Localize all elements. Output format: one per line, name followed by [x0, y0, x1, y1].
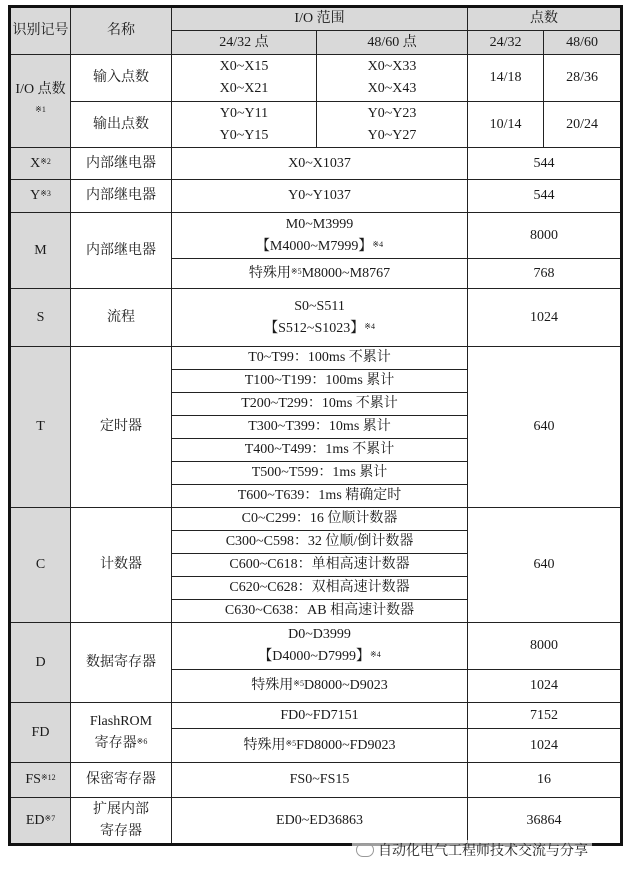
table-row	[10, 180, 622, 213]
c-range: C600~C618：单相高速计数器	[172, 554, 468, 577]
table-row	[10, 798, 622, 845]
header-io-24: 24/32 点	[172, 31, 317, 55]
header-name: 名称	[71, 7, 172, 55]
c-range: C630~C638：AB 相高速计数器	[172, 600, 468, 623]
m-range: M0~M3999 【M4000~M7999】$^{※4}$	[172, 213, 468, 259]
d-special-range: 特殊用$^{※5}$D8000~D9023	[172, 670, 468, 703]
io-output-p48: 20/24	[544, 102, 622, 148]
y-id: $Y^{※3}$	[10, 180, 71, 213]
io-input-name: 输入点数	[71, 55, 172, 102]
io-output-p24: 10/14	[468, 102, 544, 148]
ed-name: 扩展内部 寄存器	[71, 798, 172, 845]
m-id: M	[10, 213, 71, 289]
watermark	[352, 840, 592, 860]
d-name: 数据寄存器	[71, 623, 172, 703]
c-name: 计数器	[71, 508, 172, 623]
device-table	[8, 5, 623, 846]
t-id: T	[10, 347, 71, 508]
t-range: T0~T99：100ms 不累计	[172, 347, 468, 370]
fs-points: 16	[468, 763, 622, 798]
table-row	[10, 55, 622, 102]
m-special-points: 768	[468, 259, 622, 289]
header-id: 识别记号	[10, 7, 71, 55]
x-name: 内部继电器	[71, 148, 172, 180]
fs-name: 保密寄存器	[71, 763, 172, 798]
table-row	[10, 102, 622, 148]
fd-id: FD	[10, 703, 71, 763]
table-row	[10, 148, 622, 180]
watermark-text: 自动化电气工程师技术交流与分享	[378, 843, 588, 859]
io-input-p48: 28/36	[544, 55, 622, 102]
table-row	[10, 289, 622, 347]
table-row	[10, 703, 622, 729]
d-range: D0~D3999 【D4000~D7999】$^{※4}$	[172, 623, 468, 670]
t-name: 定时器	[71, 347, 172, 508]
header-io-range: I/O 范围	[172, 7, 468, 31]
table-row	[10, 213, 622, 259]
io-output-name: 输出点数	[71, 102, 172, 148]
t-range: T400~T499：1ms 不累计	[172, 439, 468, 462]
wechat-icon	[356, 843, 374, 857]
fs-range: FS0~FS15	[172, 763, 468, 798]
ed-id: ED$^{※7}$	[10, 798, 71, 845]
s-name: 流程	[71, 289, 172, 347]
io-output-r24: Y0~Y11 Y0~Y15	[172, 102, 317, 148]
y-range: Y0~Y1037	[172, 180, 468, 213]
m-special-range: 特殊用$^{※5}$M8000~M8767	[172, 259, 468, 289]
d-points: 8000	[468, 623, 622, 670]
fd-points: 7152	[468, 703, 622, 729]
fd-range: FD0~FD7151	[172, 703, 468, 729]
fd-name: FlashROM 寄存器$^{※6}$	[71, 703, 172, 763]
c-id: C	[10, 508, 71, 623]
x-id: $X^{※2}$	[10, 148, 71, 180]
c-range: C300~C598：32 位顺/倒计数器	[172, 531, 468, 554]
y-points: 544	[468, 180, 622, 213]
s-points: 1024	[468, 289, 622, 347]
io-input-r24: X0~X15 X0~X21	[172, 55, 317, 102]
ed-range: ED0~ED36863	[172, 798, 468, 845]
io-id: I/O 点数 $^{※1}$	[10, 55, 71, 148]
s-range: S0~S511 【S512~S1023】$^{※4}$	[172, 289, 468, 347]
m-name: 内部继电器	[71, 213, 172, 289]
m-points: 8000	[468, 213, 622, 259]
header-io-48: 48/60 点	[317, 31, 468, 55]
c-range: C620~C628：双相高速计数器	[172, 577, 468, 600]
x-points: 544	[468, 148, 622, 180]
table-row	[10, 623, 622, 670]
t-range: T200~T299：10ms 不累计	[172, 393, 468, 416]
fd-special-points: 1024	[468, 729, 622, 763]
c-points: 640	[468, 508, 622, 623]
io-output-r48: Y0~Y23 Y0~Y27	[317, 102, 468, 148]
t-range: T600~T639：1ms 精确定时	[172, 485, 468, 508]
fs-id: FS$^{※12}$	[10, 763, 71, 798]
t-range: T100~T199：100ms 累计	[172, 370, 468, 393]
fd-special-range: 特殊用$^{※5}$FD8000~FD9023	[172, 729, 468, 763]
io-input-r48: X0~X33 X0~X43	[317, 55, 468, 102]
c-range: C0~C299：16 位顺计数器	[172, 508, 468, 531]
t-range: T500~T599：1ms 累计	[172, 462, 468, 485]
io-input-p24: 14/18	[468, 55, 544, 102]
x-range: X0~X1037	[172, 148, 468, 180]
t-points: 640	[468, 347, 622, 508]
t-range: T300~T399：10ms 累计	[172, 416, 468, 439]
ed-points: 36864	[468, 798, 622, 845]
y-name: 内部继电器	[71, 180, 172, 213]
header-pt-24: 24/32	[468, 31, 544, 55]
table-row	[10, 763, 622, 798]
d-id: D	[10, 623, 71, 703]
d-special-points: 1024	[468, 670, 622, 703]
s-id: S	[10, 289, 71, 347]
header-points: 点数	[468, 7, 622, 31]
header-pt-48: 48/60	[544, 31, 622, 55]
